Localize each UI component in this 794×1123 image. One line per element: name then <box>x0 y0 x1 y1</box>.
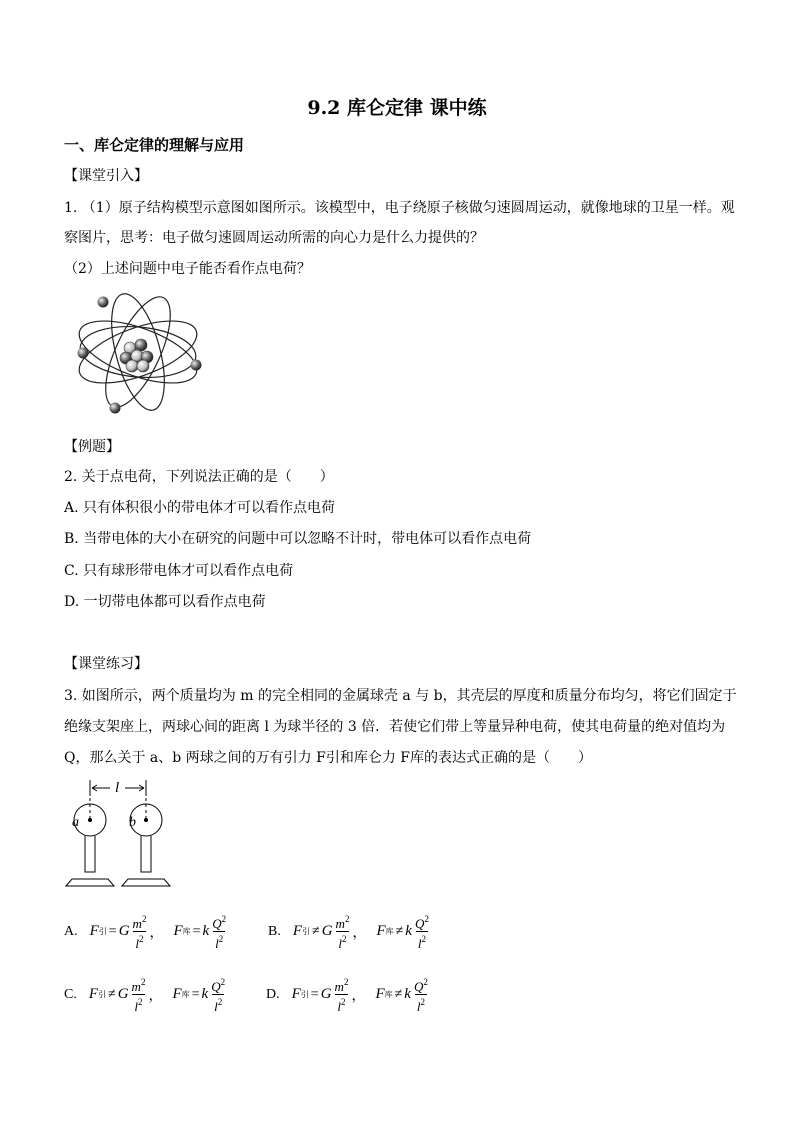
q3-option-a: A. F 引 = G $\frac{m^2}{l^2}$ ， F 库 = k $\frac{Q^2}{l^2}$ <box>64 914 227 951</box>
stand-a <box>85 836 95 872</box>
tag-intro: 【课堂引入】 <box>64 168 148 184</box>
q1-line2: 察图片，思考：电子做匀速圆周运动所需的向心力是什么力提供的？ <box>64 230 484 246</box>
q1-line1: 1. （1）原子结构模型示意图如图所示。该模型中，电子绕原子核做匀速圆周运动，就像地球的卫星一样。观 <box>64 200 735 216</box>
option-letter: A. <box>64 923 78 939</box>
q2-option-d: D. 一切带电体都可以看作点电荷 <box>64 594 266 610</box>
option-letter: D. <box>266 986 280 1002</box>
tag-practice: 【课堂练习】 <box>64 656 148 672</box>
q3-line1: 3. 如图所示，两个质量均为 m 的完全相同的金属球壳 a 与 b，其壳层的厚度和质量分布均匀，将它们固定于 <box>64 688 737 704</box>
base-a <box>66 879 114 886</box>
option-letter: C. <box>64 986 77 1002</box>
q3-option-d: D. F 引 = G $\frac{m^2}{l^2}$ ， F 库 ≠ k $\frac{Q^2}{l^2}$ <box>266 977 428 1014</box>
base-b <box>122 879 170 886</box>
q2-option-a: A. 只有体积很小的带电体才可以看作点电荷 <box>64 500 336 516</box>
q3-option-b: B. F 引 ≠ G $\frac{m^2}{l^2}$ ， F 库 ≠ k $\frac{Q^2}{l^2}$ <box>268 914 429 951</box>
label-b: b <box>129 815 136 830</box>
q1-line3: （2）上述问题中电子能否看作点电荷？ <box>64 261 311 277</box>
nucleus <box>120 339 153 372</box>
q2-option-b: B. 当带电体的大小在研究的问题中可以忽略不计时，带电体可以看作点电荷 <box>64 531 532 547</box>
page-title: 9.2 库仑定律 课中练 <box>307 97 487 119</box>
q2-option-c: C. 只有球形带电体才可以看作点电荷 <box>64 563 294 579</box>
label-l: l <box>115 780 120 796</box>
option-letter: B. <box>268 923 281 939</box>
q3-line3: Q，那么关于 a、b 两球之间的万有引力 F引和库仑力 F库的表达式正确的是（ ） <box>64 750 593 766</box>
section-heading: 一、库仑定律的理解与应用 <box>64 136 245 154</box>
q2-stem: 2. 关于点电荷，下列说法正确的是（ ） <box>64 469 334 485</box>
atom-model-figure <box>70 290 210 415</box>
q3-line2: 绝缘支架座上，两球心间的距离 l 为球半径的 3 倍．若使它们带上等量异种电荷，使其电荷量的绝对值均为 <box>64 719 726 735</box>
stand-b <box>141 836 151 872</box>
q3-option-c: C. F 引 ≠ G $\frac{m^2}{l^2}$ ， F 库 = k $\frac{Q^2}{l^2}$ <box>64 977 226 1014</box>
tag-example: 【例题】 <box>64 439 120 455</box>
label-a: a <box>72 815 79 830</box>
spheres-figure <box>62 776 182 890</box>
